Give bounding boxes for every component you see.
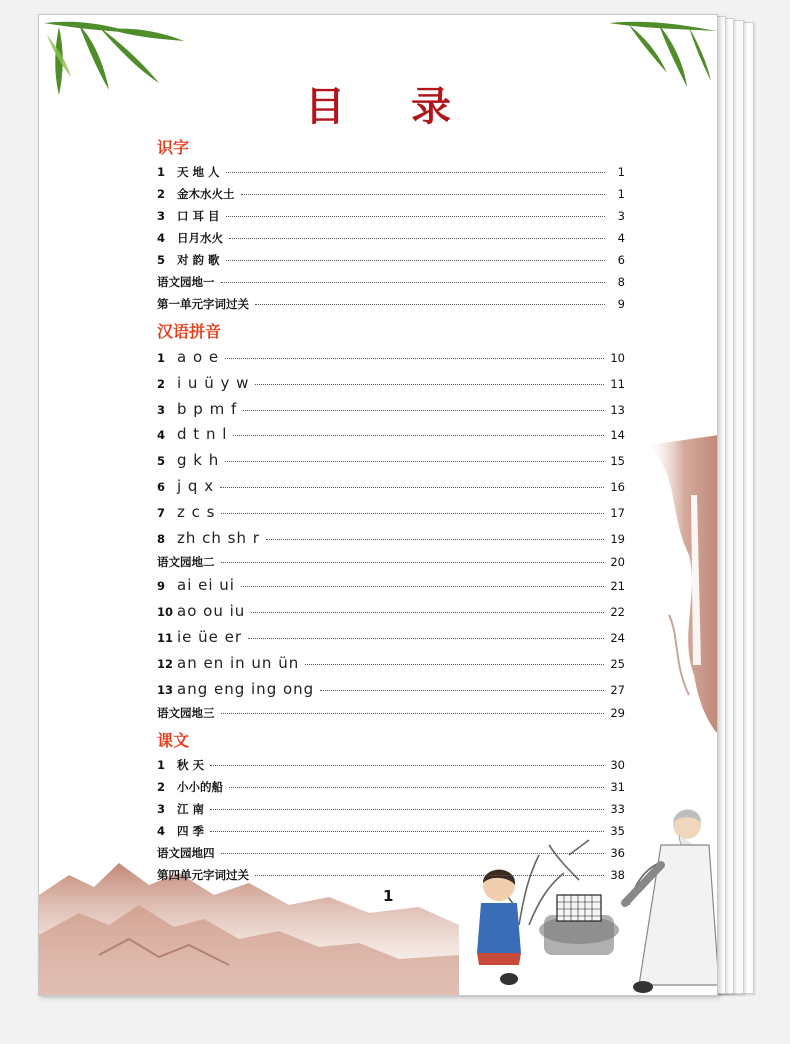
toc-row[interactable] [157, 500, 625, 526]
section-heading-texts: 课文 [157, 731, 190, 751]
toc-row[interactable] [157, 526, 625, 552]
dot-leader [320, 690, 604, 691]
row-number: 1 [157, 165, 166, 179]
dot-leader [243, 410, 604, 411]
row-title: 第一单元字词过关 [157, 297, 249, 311]
row-page: 1 [617, 187, 625, 201]
row-title: d t n l [177, 425, 228, 444]
dot-leader [225, 358, 604, 359]
toc-row[interactable] [157, 776, 625, 798]
dot-leader [251, 612, 604, 613]
row-page: 8 [617, 275, 625, 289]
toc-row[interactable] [157, 842, 625, 864]
row-title: an en in un ün [177, 653, 300, 672]
row-number: 2 [157, 780, 166, 795]
row-page: 29 [610, 706, 625, 721]
row-title: j q x [177, 476, 215, 495]
row-page: 27 [610, 682, 625, 697]
row-page: 20 [610, 555, 625, 570]
section-heading-literacy: 识字 [157, 138, 190, 157]
dot-leader [221, 562, 605, 563]
toc-row[interactable] [157, 820, 625, 842]
row-page: 31 [610, 780, 625, 795]
dot-leader [266, 539, 604, 540]
row-page: 10 [610, 351, 625, 365]
row-page: 36 [610, 846, 625, 861]
row-title: a o e [177, 348, 220, 366]
toc-row[interactable] [157, 183, 625, 205]
dot-leader [248, 638, 604, 639]
row-title: b p m f [177, 399, 238, 418]
row-number: 8 [157, 531, 166, 546]
row-title: 秋 天 [177, 758, 205, 773]
dot-leader [241, 194, 606, 195]
toc-row[interactable] [157, 448, 625, 474]
toc-row[interactable] [157, 651, 625, 677]
row-page: 22 [610, 605, 625, 620]
row-number: 2 [157, 376, 166, 391]
row-page: 21 [610, 579, 625, 594]
toc-row[interactable] [157, 573, 625, 599]
row-number: 4 [157, 428, 166, 443]
toc-row[interactable] [157, 227, 625, 249]
row-page: 3 [617, 209, 625, 223]
table-of-contents [157, 131, 625, 886]
row-title: 金木水火土 [177, 187, 235, 201]
row-title: 口 耳 目 [177, 209, 220, 223]
toc-row[interactable] [157, 422, 625, 448]
dot-leader [255, 304, 605, 305]
dot-leader [226, 260, 605, 261]
toc-row[interactable] [157, 161, 625, 183]
toc-row[interactable] [157, 864, 625, 886]
row-number: 12 [157, 656, 174, 671]
toc-row[interactable] [157, 754, 625, 776]
row-title: i u ü y w [177, 373, 250, 392]
toc-row[interactable] [157, 249, 625, 271]
row-number: 3 [157, 209, 166, 223]
row-title: 第四单元字词过关 [157, 868, 249, 883]
dot-leader [221, 853, 605, 854]
toc-row[interactable] [157, 474, 625, 500]
row-page: 24 [610, 630, 625, 645]
row-number: 4 [157, 231, 166, 245]
row-number: 5 [157, 454, 166, 469]
toc-row[interactable] [157, 677, 625, 703]
page-number: 1 [383, 887, 394, 905]
row-page: 14 [610, 428, 625, 443]
row-page: 38 [610, 868, 625, 883]
toc-row[interactable] [157, 205, 625, 227]
dot-leader [255, 384, 604, 385]
row-number: 10 [157, 605, 174, 620]
row-title: zh ch sh r [177, 528, 260, 547]
row-title: ie üe er [177, 627, 243, 646]
toc-row[interactable] [157, 625, 625, 651]
row-number: 13 [157, 682, 174, 697]
row-title: 语文园地三 [157, 706, 215, 721]
row-page: 15 [610, 454, 625, 469]
row-page: 33 [610, 802, 625, 817]
row-page: 25 [610, 656, 625, 671]
row-title: 江 南 [177, 802, 205, 817]
row-page: 4 [617, 231, 625, 245]
row-page: 17 [610, 505, 625, 520]
row-number: 7 [157, 505, 166, 520]
row-number: 3 [157, 402, 166, 417]
row-page: 13 [610, 402, 625, 417]
row-title: 语文园地四 [157, 846, 215, 861]
section-heading-pinyin: 汉语拼音 [157, 322, 222, 341]
row-page: 19 [610, 531, 625, 546]
row-number: 1 [157, 758, 166, 773]
toc-row[interactable] [157, 293, 625, 315]
row-number: 6 [157, 479, 166, 494]
row-title: 天 地 人 [177, 165, 220, 179]
dot-leader [229, 787, 604, 788]
dot-leader [220, 487, 604, 488]
row-title: z c s [177, 502, 216, 521]
row-title: 日月水火 [177, 231, 223, 245]
toc-row[interactable] [157, 551, 625, 573]
toc-row[interactable] [157, 345, 625, 371]
row-page: 30 [610, 758, 625, 773]
row-title: 对 韵 歌 [177, 253, 220, 267]
toc-row[interactable] [157, 798, 625, 820]
row-page: 16 [610, 479, 625, 494]
dot-leader [221, 713, 605, 714]
row-title: ao ou iu [177, 602, 246, 621]
row-title: 四 季 [177, 824, 205, 839]
dot-leader [305, 664, 604, 665]
dot-leader [225, 461, 604, 462]
dot-leader [210, 831, 604, 832]
row-title: 小小的船 [177, 780, 223, 795]
toc-page [38, 14, 718, 996]
row-number: 11 [157, 630, 174, 645]
toc-row[interactable] [157, 397, 625, 423]
dot-leader [241, 586, 604, 587]
row-title: 语文园地二 [157, 555, 215, 570]
dot-leader [210, 765, 604, 766]
row-number: 4 [157, 824, 166, 839]
row-page: 11 [610, 376, 625, 391]
dot-leader [221, 282, 606, 283]
row-page: 6 [617, 253, 625, 267]
waterfall-illustration [639, 435, 718, 735]
toc-row[interactable] [157, 599, 625, 625]
row-page: 9 [617, 297, 625, 311]
row-number: 9 [157, 579, 166, 594]
toc-row[interactable] [157, 271, 625, 293]
dot-leader [210, 809, 604, 810]
dot-leader [221, 513, 604, 514]
row-page: 35 [610, 824, 625, 839]
dot-leader [233, 435, 604, 436]
row-number: 2 [157, 187, 166, 201]
row-title: 语文园地一 [157, 275, 215, 289]
row-page: 1 [617, 165, 625, 179]
row-number: 5 [157, 253, 166, 267]
row-title: ang eng ing ong [177, 679, 315, 698]
toc-row[interactable] [157, 371, 625, 397]
dot-leader [229, 238, 605, 239]
toc-row[interactable] [157, 702, 625, 724]
row-title: ai ei ui [177, 576, 235, 595]
row-number: 1 [157, 351, 166, 365]
row-number: 3 [157, 802, 166, 817]
dot-leader [226, 216, 605, 217]
dot-leader [226, 172, 605, 173]
page-title: 目 录 [305, 84, 477, 130]
row-title: g k h [177, 451, 220, 470]
dot-leader [255, 875, 604, 876]
